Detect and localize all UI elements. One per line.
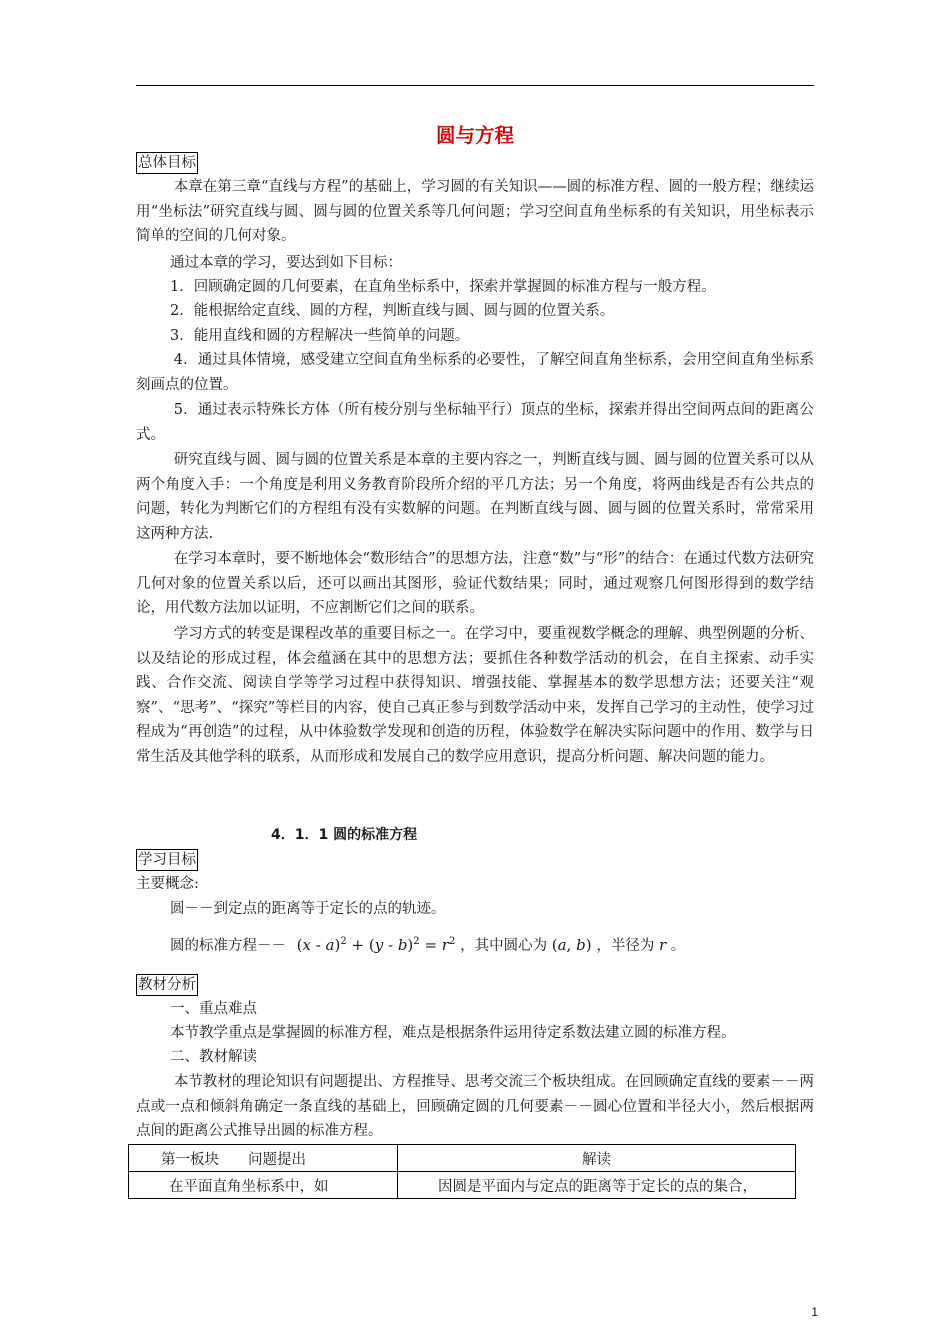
section-label-learning-goals: 学习目标 — [136, 849, 198, 871]
page-number: 1 — [811, 1305, 818, 1319]
position-relation-paragraph: 研究直线与圆、圆与圆的位置关系是本章的主要内容之一，判断直线与圆、圆与圆的位置关系可以从两个角度入手：一个角度是利用义务教育阶段所介绍的平几方法；另一个角度，将两曲线是否有公共点的问题，转化为判断它们的方程组有没有实数解的问题。在判断直线与圆、圆与圆的位置关系时，常常采用这两种方法. — [136, 452, 814, 542]
table-row — [129, 1172, 796, 1199]
page-title: 圆与方程 — [435, 124, 514, 147]
radius-text: ，半径为 — [596, 938, 655, 954]
equation-prefix: 圆的标准方程－－ — [170, 938, 286, 954]
center-text: ，其中圆心为 — [460, 938, 548, 954]
table-cell: 在平面直角坐标系中，如 — [129, 1172, 398, 1199]
goal-item-3: 3．能用直线和圆的方程解决一些简单的问题。 — [170, 328, 470, 344]
table-header-interpretation: 解读 — [398, 1145, 796, 1172]
standard-equation-line — [170, 925, 685, 963]
circle-definition: 圆－－到定点的距离等于定长的点的轨迹。 — [170, 901, 446, 917]
subheading-key-points: 一、重点难点 — [170, 1001, 257, 1017]
standard-equation-formula: $(x - a)^2 + (y - b)^2 = r^2$ — [296, 936, 456, 954]
number-shape-paragraph: 在学习本章时，要不断地体会“数形结合”的思想方法，注意“数”与“形”的结合：在通过代数方法研究几何对象的位置关系以后，还可以画出其图形，验证代数结果；同时，通过观察几何图形得到的数学结论，用代数方法加以证明，不应割断它们之间的联系。 — [136, 551, 814, 616]
circle-center: (a, b) — [551, 936, 592, 954]
goals-lead-in: 通过本章的学习，要达到如下目标： — [170, 255, 402, 271]
header-rule — [136, 85, 814, 86]
intro-paragraph: 本章在第三章“直线与方程”的基础上，学习圆的有关知识——圆的标准方程、圆的一般方程；继续运用“坐标法”研究直线与圆、圆与圆的位置关系等几何问题；学习空间直角坐标系的有关知识，用坐标表示简单的空间的几何对象。 — [136, 179, 814, 244]
goal-item-4: 4．通过具体情境，感受建立空间直角坐标系的必要性，了解空间直角坐标系，会用空间直角坐标系刻画点的位置。 — [136, 352, 814, 393]
goal-item-5: 5．通过表示特殊长方体（所有棱分别与坐标轴平行）顶点的坐标，探索并得出空间两点间的距离公式。 — [136, 402, 814, 443]
concept-label: 主要概念: — [136, 876, 199, 892]
analysis-table — [128, 1144, 796, 1199]
table-row — [129, 1145, 796, 1172]
goal-item-2: 2．能根据给定直线、圆的方程，判断直线与圆、圆与圆的位置关系。 — [170, 303, 615, 319]
section-label-material-analysis: 教材分析 — [136, 974, 198, 996]
subheading-reading: 二、教材解读 — [170, 1049, 257, 1065]
table-header-block: 第一板块 问题提出 — [129, 1145, 398, 1172]
equation-end: 。 — [670, 938, 686, 954]
circle-radius: r — [658, 936, 667, 954]
key-points-text: 本节教学重点是掌握圆的标准方程，难点是根据条件运用待定系数法建立圆的标准方程。 — [170, 1025, 736, 1041]
goal-item-1: 1．回顾确定圆的几何要素，在直角坐标系中，探索并掌握圆的标准方程与一般方程。 — [170, 279, 716, 295]
reading-paragraph: 本节教材的理论知识有问题提出、方程推导、思考交流三个板块组成。在回顾确定直线的要素－－两点或一点和倾斜角确定一条直线的基础上，回顾确定圆的几何要素－－圆心位置和半径大小，然后根据两点间的距离公式推导出圆的标准方程。 — [136, 1074, 814, 1139]
section-label-overall-goals: 总体目标 — [136, 152, 198, 174]
learning-style-paragraph: 学习方式的转变是课程改革的重要目标之一。在学习中，要重视数学概念的理解、典型例题的分析、以及结论的形成过程，体会蕴涵在其中的思想方法；要抓住各种数学活动的机会，在自主探索、动手实践、合作交流、阅读自学等学习过程中获得知识、增强技能、掌握基本的数学思想方法；还要关注“观察”、“思考”、“探究”等栏目的内容，使自己真正参与到数学活动中来，发挥自己学习的主动性，使学习过程成为“再创造”的过程，从中体验数学发现和创造的历程，体验数学在解决实际问题中的作用、数学与日常生活及其他学科的联系，从而形成和发展自己的数学应用意识，提高分析问题、解决问题的能力。 — [136, 626, 814, 765]
section-heading-4-1-1: 4．1．1 圆的标准方程 — [271, 827, 418, 843]
table-cell: 因圆是平面内与定点的距离等于定长的点的集合， — [398, 1172, 796, 1199]
